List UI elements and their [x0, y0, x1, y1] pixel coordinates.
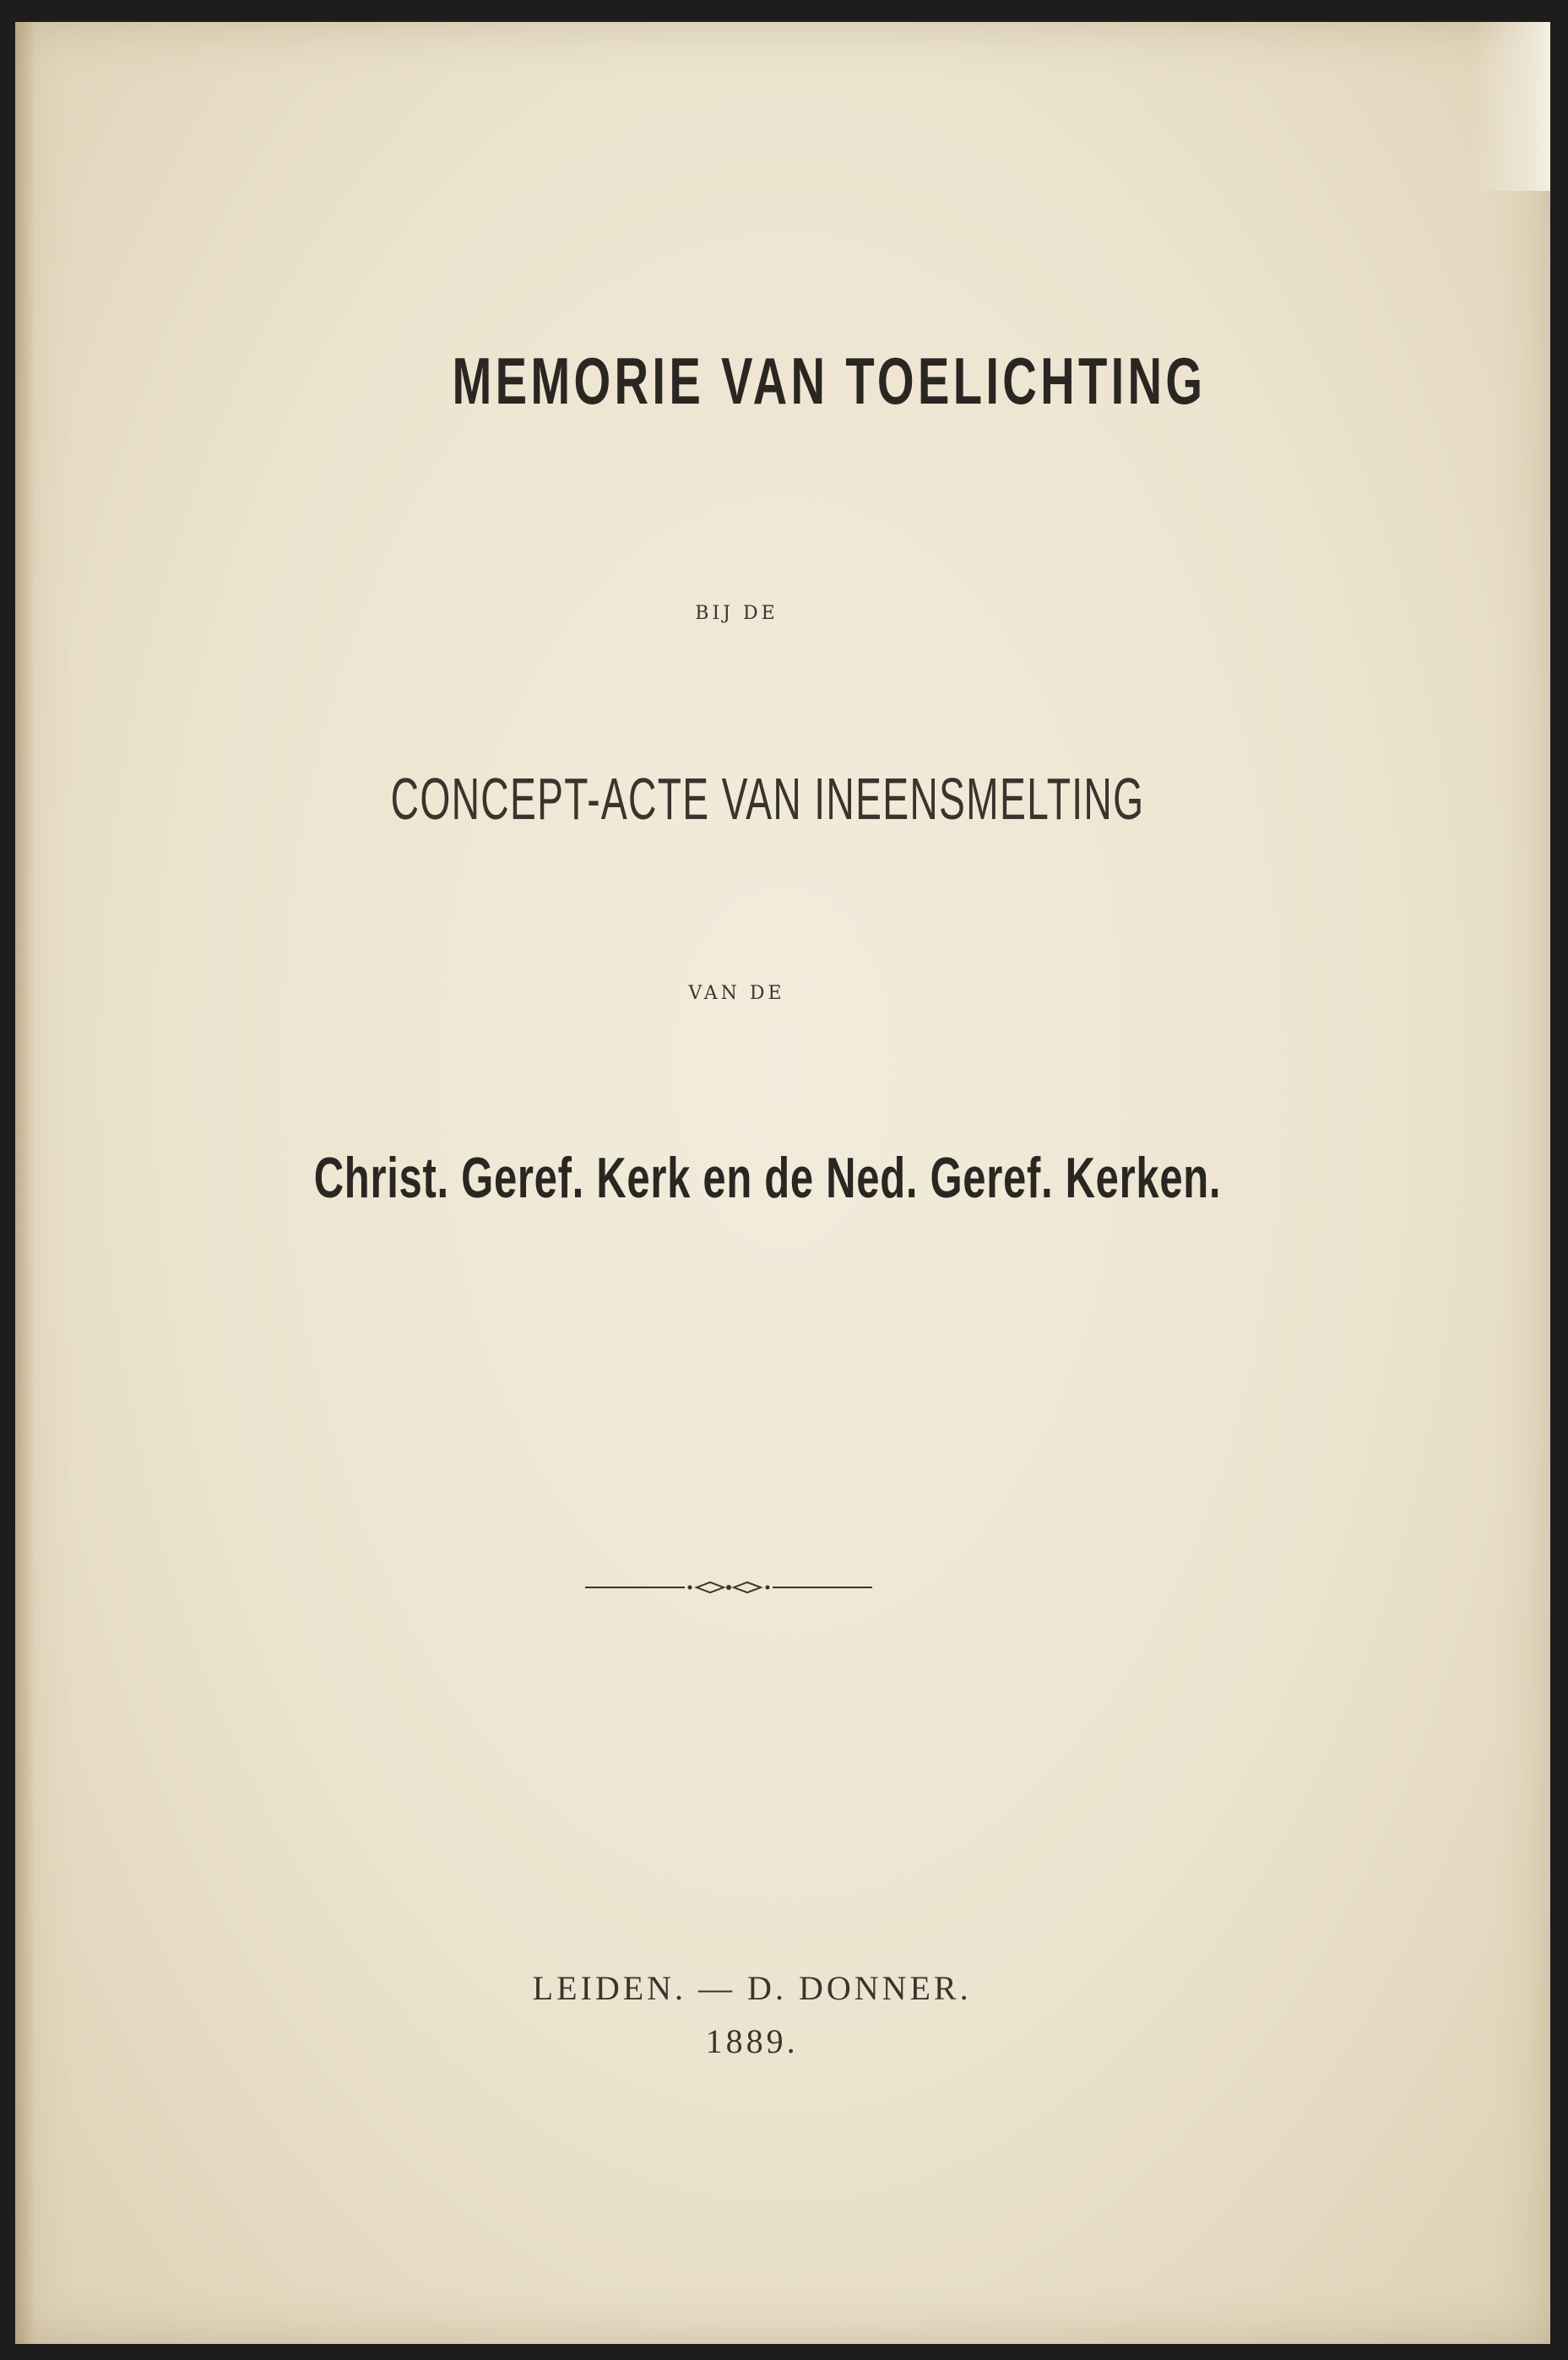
corner-wear — [1474, 22, 1550, 191]
publication-year: 1889. — [705, 2022, 799, 2060]
document-page — [15, 22, 1550, 2344]
connector-bij-de: BIJ DE — [695, 603, 779, 624]
churches-line: Christ. Geref. Kerk en de Ned. Geref. Kerken. — [313, 1146, 1222, 1210]
publisher-imprint: LEIDEN. — D. DONNER. — [532, 1969, 972, 2007]
page-subtitle: CONCEPT-ACTE VAN INEENSMELTING — [390, 766, 1145, 832]
page-title: MEMORIE VAN TOELICHTING — [452, 344, 1206, 418]
printers-ornament-divider-icon — [585, 1577, 872, 1598]
connector-van-de: VAN DE — [688, 983, 785, 1004]
